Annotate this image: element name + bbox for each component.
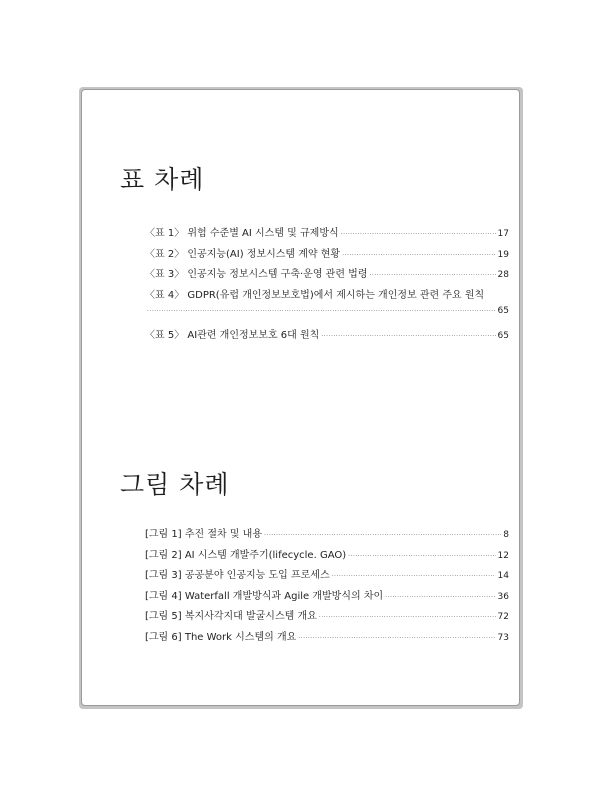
toc-entry-page: 8 <box>503 530 509 540</box>
toc-entry-page: 65 <box>497 330 509 341</box>
toc-entry-figure-4[interactable] <box>145 587 509 608</box>
toc-entry-page: 12 <box>497 550 509 561</box>
page <box>81 89 520 706</box>
toc-entry-label: 〈표 1〉 위험 수준별 AI 시스템 및 규제방식 <box>145 228 339 239</box>
leader-dots <box>264 532 501 539</box>
toc-entry-label: [그림 3] 공공분야 인공지능 도입 프로세스 <box>145 570 330 581</box>
toc-entry-page: 17 <box>497 229 509 239</box>
toc-entry-label: 〈표 2〉 인공지능(AI) 정보시스템 계약 현황 <box>145 248 341 260</box>
toc-entry-page: 72 <box>497 612 509 622</box>
toc-entry-figure-1[interactable] <box>145 525 509 546</box>
page-frame <box>79 87 523 709</box>
toc-entry-label: [그림 1] 추진 절차 및 내용 <box>145 529 262 540</box>
table-toc-list <box>145 224 509 346</box>
toc-entry-page: 28 <box>497 270 509 280</box>
toc-entry-table-4[interactable] <box>145 286 509 326</box>
toc-entry-label: 〈표 4〉 GDPR(유럽 개인정보보호법)에서 제시하는 개인정보 관련 주요 원칙 <box>145 289 485 301</box>
leader-dots <box>342 252 495 259</box>
toc-entry-label: 〈표 5〉 AI관련 개인정보보호 6대 원칙 <box>145 329 320 341</box>
toc-entry-figure-6[interactable] <box>145 628 509 649</box>
leader-dots <box>321 333 495 340</box>
leader-dots <box>147 308 496 315</box>
toc-entry-table-1[interactable] <box>145 224 509 245</box>
leader-dots <box>370 272 496 279</box>
leader-dots <box>348 553 495 560</box>
figure-toc-title: 그림 차례 <box>120 470 230 499</box>
toc-entry-label: [그림 5] 복지사각지대 발굴시스템 개요 <box>145 611 317 622</box>
toc-entry-figure-5[interactable] <box>145 607 509 628</box>
toc-entry-page: 73 <box>497 632 509 643</box>
toc-entry-label: 〈표 3〉 인공지능 정보시스템 구축·운영 관련 법령 <box>145 269 368 280</box>
toc-entry-label: [그림 2] AI 시스템 개발주기(lifecycle. GAO) <box>145 549 347 561</box>
toc-entry-figure-3[interactable] <box>145 566 509 587</box>
leader-dots <box>298 635 495 642</box>
leader-dots <box>385 594 495 601</box>
toc-entry-label: [그림 6] The Work 시스템의 개요 <box>145 631 297 643</box>
toc-entry-table-3[interactable] <box>145 265 509 286</box>
toc-entry-label: [그림 4] Waterfall 개발방식과 Agile 개발방식의 차이 <box>145 590 384 602</box>
table-toc-title: 표 차례 <box>120 165 205 194</box>
toc-entry-page: 14 <box>497 571 509 581</box>
toc-entry-figure-2[interactable] <box>145 546 509 567</box>
leader-dots <box>332 573 496 580</box>
leader-dots <box>341 231 496 238</box>
toc-entry-page: 65 <box>497 305 509 316</box>
toc-entry-page: 19 <box>497 249 509 260</box>
toc-entry-table-5[interactable] <box>145 326 509 347</box>
leader-dots <box>319 614 496 621</box>
figure-toc-list <box>145 525 509 648</box>
toc-entry-table-2[interactable] <box>145 245 509 266</box>
toc-entry-page: 36 <box>497 591 509 602</box>
